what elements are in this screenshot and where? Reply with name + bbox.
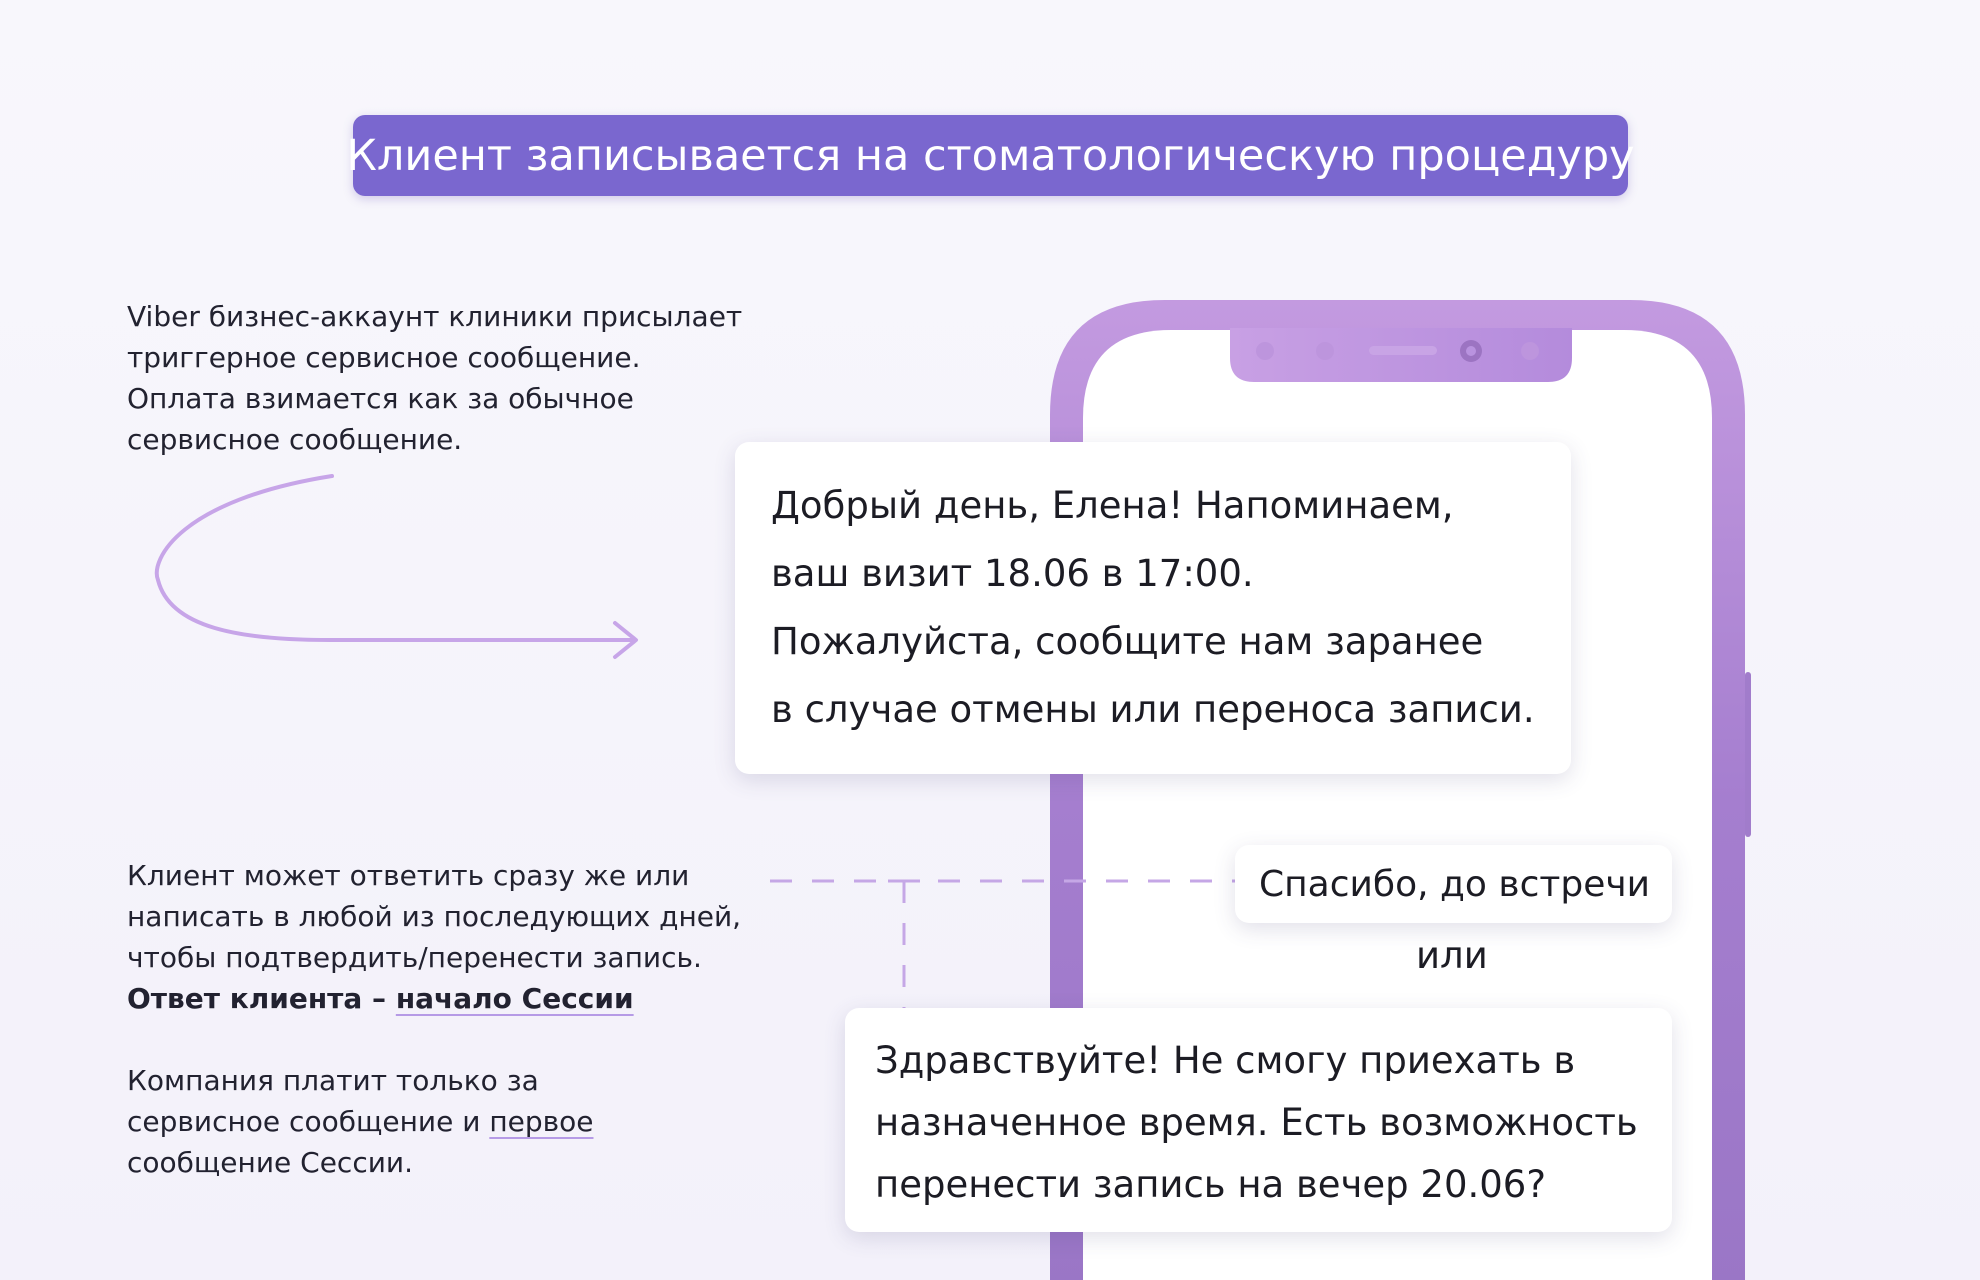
note-line: триггерное сервисное сообщение. bbox=[127, 341, 641, 374]
message-line: назначенное время. Есть возможность bbox=[875, 1101, 1638, 1144]
note-underlined-text: первое bbox=[489, 1105, 594, 1138]
or-label: или bbox=[1416, 934, 1488, 977]
business-message-bubble bbox=[735, 442, 1571, 774]
sensor-icon bbox=[1521, 342, 1539, 360]
message-line: ваш визит 18.06 в 17:00. bbox=[771, 552, 1254, 595]
note-line: сервисное сообщение. bbox=[127, 423, 463, 456]
note-line: Viber бизнес-аккаунт клиники присылает bbox=[127, 300, 743, 333]
note-bold-prefix: Ответ клиента – bbox=[127, 982, 396, 1015]
client-reply-long-bubble bbox=[845, 1008, 1672, 1232]
message-line: в случае отмены или переноса записи. bbox=[771, 688, 1535, 731]
side-button-icon bbox=[1745, 672, 1751, 837]
note-line: Клиент может ответить сразу же или bbox=[127, 859, 690, 892]
note-line: написать в любой из последующих дней, bbox=[127, 900, 742, 933]
note-session-start bbox=[127, 978, 787, 1019]
speaker-icon bbox=[1369, 346, 1437, 355]
message-line: Пожалуйста, сообщите нам заранее bbox=[771, 620, 1484, 663]
sensor-icon bbox=[1256, 342, 1274, 360]
note-client-reply bbox=[127, 855, 787, 1019]
message-line: Добрый день, Елена! Напоминаем, bbox=[771, 484, 1454, 527]
note-line: чтобы подтвердить/перенести запись. bbox=[127, 941, 702, 974]
note-service-message bbox=[127, 296, 757, 460]
client-reply-short-bubble bbox=[1235, 845, 1672, 923]
page-title: Клиент записывается на стоматологическую процедуру bbox=[346, 130, 1635, 181]
curved-arrow bbox=[157, 476, 635, 640]
note-line bbox=[127, 1101, 647, 1142]
note-line: сообщение Сессии. bbox=[127, 1146, 414, 1179]
note-text: сервисное сообщение и bbox=[127, 1105, 490, 1138]
note-underlined-text: начало Сессии bbox=[395, 982, 634, 1015]
note-line: Компания платит только за bbox=[127, 1064, 539, 1097]
message-line: перенести запись на вечер 20.06? bbox=[875, 1163, 1546, 1206]
note-line: Оплата взимается как за обычное bbox=[127, 382, 634, 415]
sensor-icon bbox=[1316, 342, 1334, 360]
message-line: Спасибо, до встречи bbox=[1259, 863, 1651, 905]
message-line: Здравствуйте! Не смогу приехать в bbox=[875, 1039, 1576, 1082]
camera-lens-icon bbox=[1466, 346, 1476, 356]
note-payment bbox=[127, 1060, 647, 1183]
